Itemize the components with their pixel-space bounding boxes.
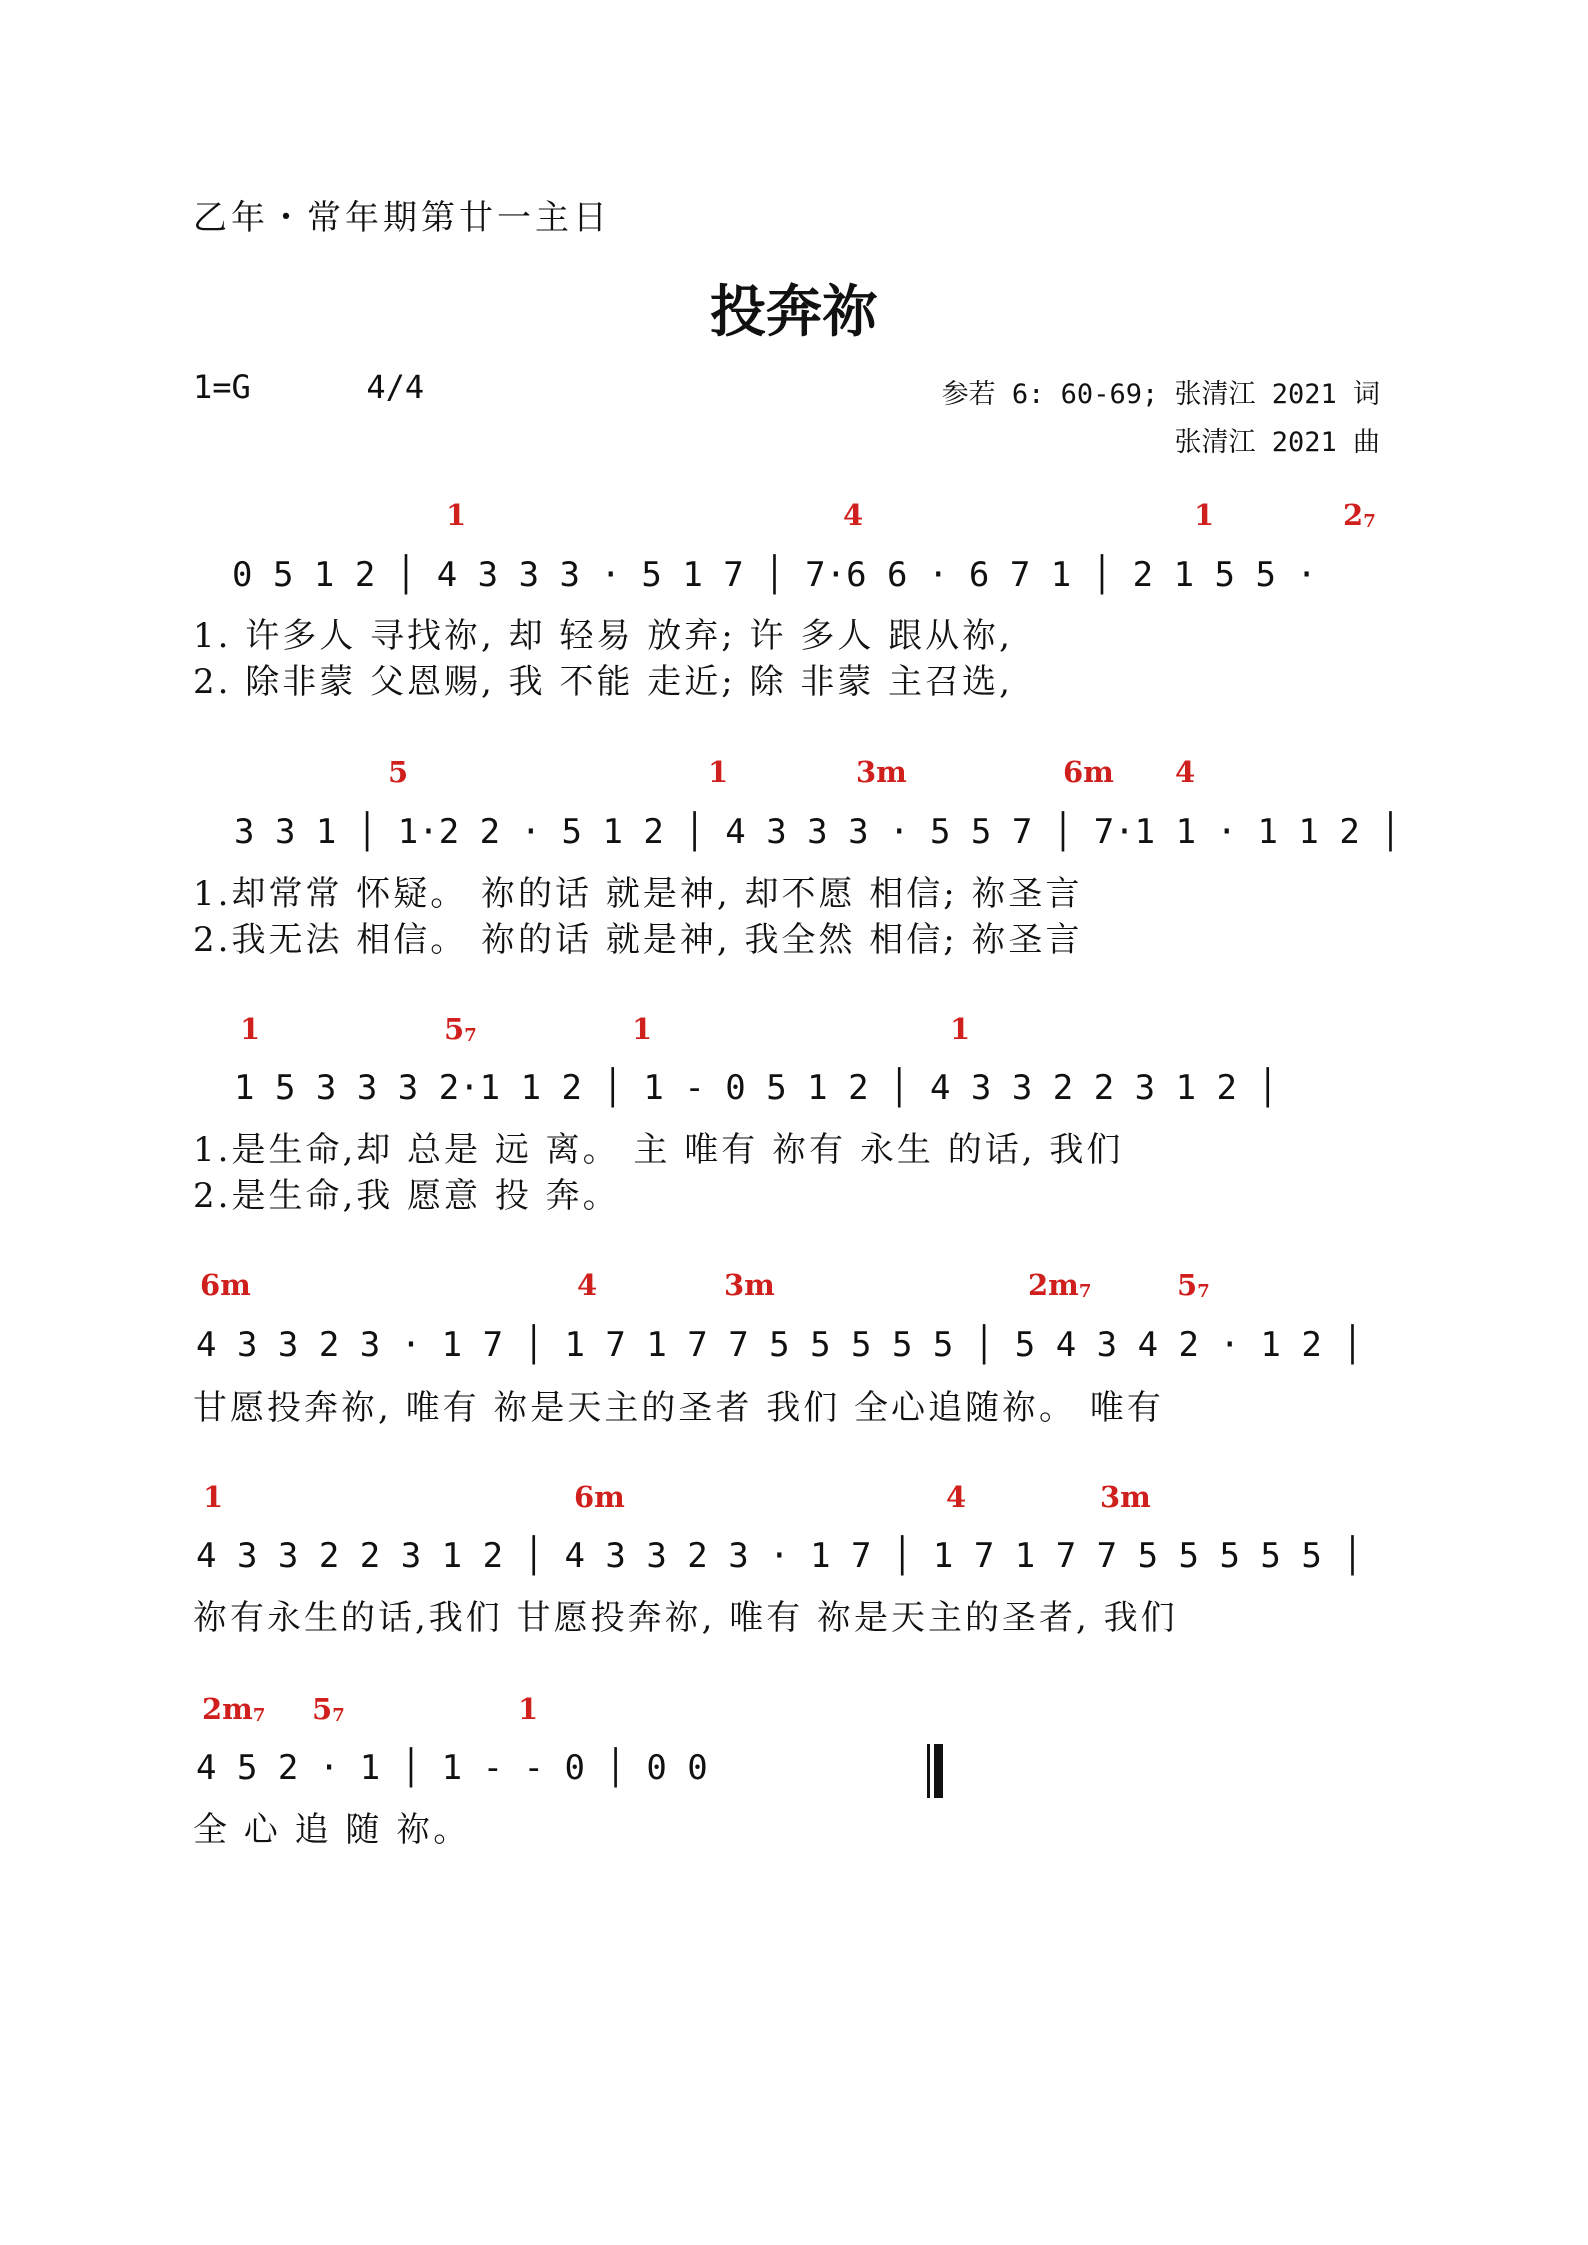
chord-row: [0, 498, 1588, 538]
lyric-line-2: 2.我无法 相信。 祢的话 就是神, 我全然 相信; 祢圣言: [193, 920, 1083, 960]
lyric-line-1: 1.是生命,却 总是 远 离。 主 唯有 祢有 永生 的话, 我们: [193, 1130, 1124, 1170]
chord: 1: [1194, 498, 1215, 532]
chord: 3m: [724, 1268, 775, 1302]
chord: 6m: [200, 1268, 251, 1302]
chord: 1: [708, 755, 729, 789]
notation-line: 1 5 3 3 3 2·1 1 2 │ 1 - 0 5 1 2 │ 4 3 3 2 2 3 1 2 │: [234, 1068, 1278, 1108]
page-subtitle: 乙年・常年期第廿一主日: [193, 198, 611, 238]
lyric-line-1: 祢有永生的话,我们 甘愿投奔祢, 唯有 祢是天主的圣者, 我们: [193, 1598, 1178, 1638]
lyric-line-1: 甘愿投奔祢, 唯有 祢是天主的圣者 我们 全心追随祢。 唯有: [193, 1388, 1164, 1428]
chord: $5_7$: [444, 1012, 477, 1046]
song-title: 投奔祢: [710, 280, 878, 345]
chord-row: [0, 1692, 1588, 1732]
chord: 1: [240, 1012, 261, 1046]
chord: $5_7$: [312, 1692, 345, 1726]
chord: 1: [632, 1012, 653, 1046]
key-signature: 1=G 4/4: [193, 368, 425, 406]
chord: 6m: [574, 1480, 625, 1514]
lyric-line-1: 1. 许多人 寻找祢, 却 轻易 放弃; 许 多人 跟从祢,: [193, 616, 1013, 656]
chord-row: [0, 1268, 1588, 1308]
music-credit: 张清江 2021 曲: [1174, 427, 1380, 458]
notation-line: 4 3 3 2 3 · 1 7 │ 1 7 1 7 7 5 5 5 5 5 │ 5 4 3 4 2 · 1 2 │: [196, 1325, 1363, 1365]
chord-row: [0, 1012, 1588, 1052]
lyric-line-1: 1.却常常 怀疑。 祢的话 就是神, 却不愿 相信; 祢圣言: [193, 874, 1083, 914]
chord: $5_7$: [1177, 1268, 1210, 1302]
notation-line: 4 5 2 · 1 │ 1 - - 0 │ 0 0: [196, 1748, 708, 1788]
chord: 1: [950, 1012, 971, 1046]
notation-line: 3 3 1 │ 1·2 2 · 5 1 2 │ 4 3 3 3 · 5 5 7 │ 7·1 1 · 1 1 2 │: [234, 812, 1401, 852]
chord: 1: [518, 1692, 539, 1726]
chord: 1: [446, 498, 467, 532]
chord: 4: [577, 1268, 598, 1302]
chord: 1: [203, 1480, 224, 1514]
chord: $2m_7$: [202, 1692, 266, 1726]
chord: 5: [388, 755, 409, 789]
chord: 6m: [1063, 755, 1114, 789]
chord-row: [0, 755, 1588, 795]
lyrics-credit: 参若 6: 60-69; 张清江 2021 词: [941, 379, 1380, 410]
chord: $2_7$: [1343, 498, 1376, 532]
notation-line: 0 5 1 2 │ 4 3 3 3 · 5 1 7 │ 7·6 6 · 6 7 1 │ 2 1 5 5 ·: [232, 555, 1317, 595]
chord: 4: [843, 498, 864, 532]
notation-line: 4 3 3 2 2 3 1 2 │ 4 3 3 2 3 · 1 7 │ 1 7 1 7 7 5 5 5 5 5 │: [196, 1536, 1363, 1576]
chord: $2m_7$: [1028, 1268, 1092, 1302]
chord: 3m: [856, 755, 907, 789]
lyric-line-2: 2.是生命,我 愿意 投 奔。: [193, 1176, 620, 1216]
chord-row: [0, 1480, 1588, 1520]
lyric-line-1: 全 心 追 随 祢。: [193, 1810, 471, 1850]
final-barline-thin: [927, 1744, 930, 1798]
final-barline: [934, 1744, 943, 1798]
chord: 4: [1175, 755, 1196, 789]
chord: 3m: [1100, 1480, 1151, 1514]
lyric-line-2: 2. 除非蒙 父恩赐, 我 不能 走近; 除 非蒙 主召选,: [193, 662, 1013, 702]
chord: 4: [946, 1480, 967, 1514]
